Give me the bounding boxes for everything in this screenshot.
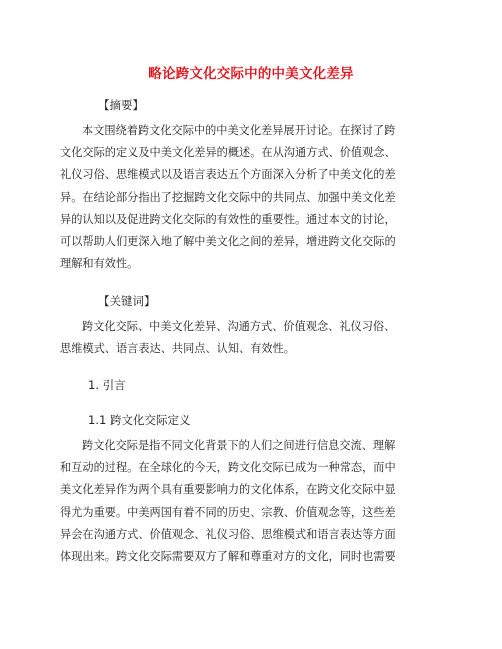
document-title: 略论跨文化交际中的中美文化差异: [148, 66, 354, 82]
abstract-paragraph: [60, 120, 444, 275]
body-line: 和互动的过程。在全球化的今天，跨文化交际已成为一种常态，而中: [60, 461, 396, 475]
body-paragraph: [60, 435, 444, 568]
body-line: 体现出来。跨文化交际需要双方了解和尊重对方的文化，同时也需要: [60, 550, 396, 564]
body-line: 跨文化交际是指不同文化背景下的人们之间进行信息交流、理解: [82, 439, 396, 452]
abstract-line: 异的认知以及促进跨文化交际的有效性的重要性。通过本文的讨论，: [60, 212, 396, 226]
abstract-line: 礼仪习俗、思维模式以及语言表达五个方面深入分析了中美文化的差: [60, 168, 396, 182]
body-line: 得尤为重要。中美两国有着不同的历史、宗教、价值观念等，这些差: [60, 505, 396, 519]
abstract-line: 文化交际的定义及中美文化差异的概述。在从沟通方式、价值观念、: [60, 146, 396, 160]
body-line: 美文化差异作为两个具有重要影响力的文化体系，在跨文化交际中显: [60, 483, 396, 497]
abstract-heading: 【摘要】: [98, 98, 144, 112]
abstract-line: 异。在结论部分指出了挖掘跨文化交际中的共同点、加强中美文化差: [60, 190, 396, 204]
abstract-line: 本文围绕着跨文化交际中的中美文化差异展开讨论。在探讨了跨: [82, 124, 396, 137]
section-heading-1-1: 1.1 跨文化交际定义: [88, 413, 191, 427]
keywords-line: 思维模式、语言表达、共同点、认知、有效性。: [60, 342, 295, 356]
keywords-line: 跨文化交际、中美文化差异、沟通方式、价值观念、礼仪习俗、: [82, 320, 396, 333]
abstract-line: 理解和有效性。: [60, 257, 139, 271]
keywords-paragraph: [60, 316, 444, 360]
section-heading-1: 1. 引言: [88, 378, 126, 392]
keywords-heading: 【关键词】: [98, 294, 156, 308]
abstract-line: 可以帮助人们更深入地了解中美文化之间的差异，增进跨文化交际的: [60, 235, 396, 249]
body-line: 异会在沟通方式、价值观念、礼仪习俗、思维模式和语言表达等方面: [60, 527, 396, 541]
